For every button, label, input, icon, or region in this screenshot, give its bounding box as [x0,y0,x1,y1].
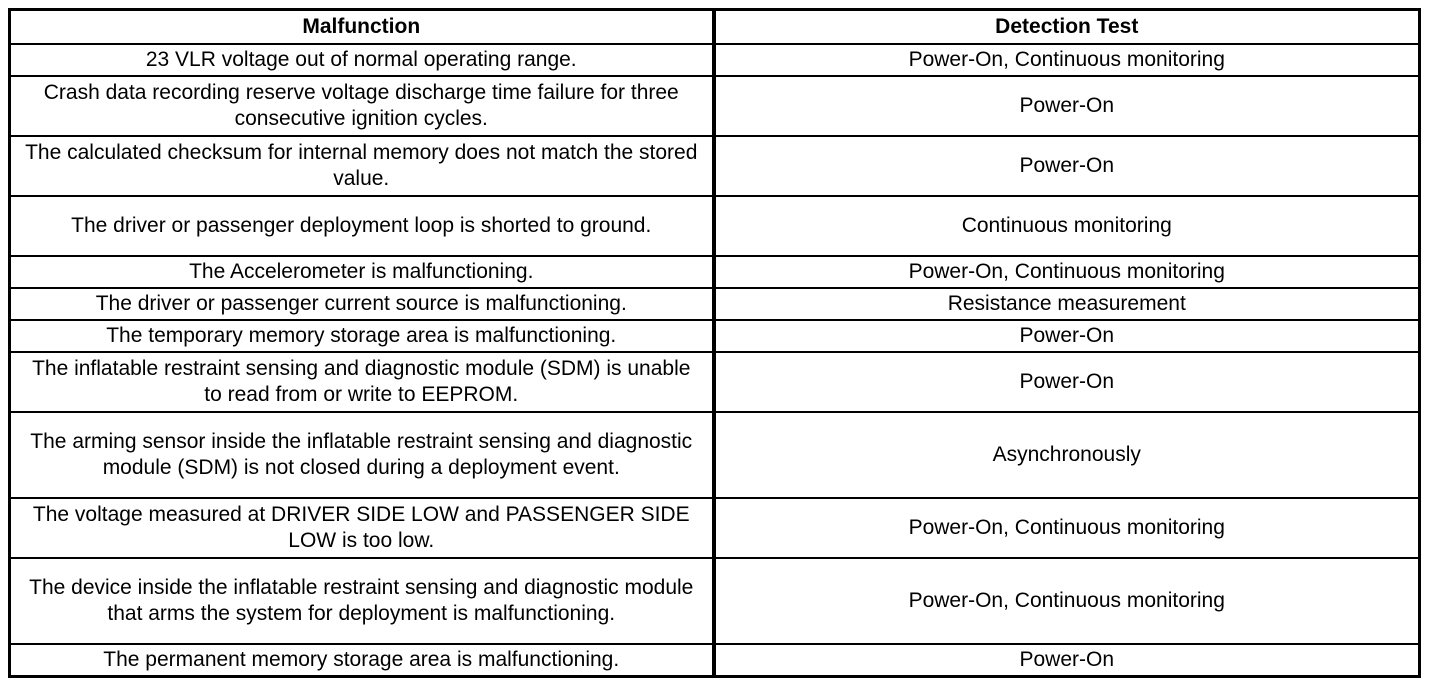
malfunction-detection-table [8,8,1421,678]
malfunction-cell: 23 VLR voltage out of normal operating range. [10,44,714,76]
table-row [10,498,1420,558]
table-row [10,76,1420,136]
table-row [10,644,1420,677]
table-row [10,412,1420,498]
column-header-detection-test: Detection Test [714,10,1420,45]
table-row [10,320,1420,352]
table-row [10,558,1420,644]
table-row [10,196,1420,256]
malfunction-cell: Crash data recording reserve voltage discharge time failure for three consecutive ignition cycles. [10,76,714,136]
header-row [10,10,1420,45]
detection-test-cell: Power-On, Continuous monitoring [714,498,1420,558]
malfunction-cell: The driver or passenger current source is malfunctioning. [10,288,714,320]
table-row [10,136,1420,196]
table-row [10,44,1420,76]
table-row [10,288,1420,320]
malfunction-cell: The arming sensor inside the inflatable restraint sensing and diagnostic module (SDM) is not closed during a deployment event. [10,412,714,498]
malfunction-cell: The inflatable restraint sensing and diagnostic module (SDM) is unable to read from or write to EEPROM. [10,352,714,412]
detection-test-cell: Asynchronously [714,412,1420,498]
malfunction-cell: The device inside the inflatable restraint sensing and diagnostic module that arms the system for deployment is malfunctioning. [10,558,714,644]
detection-test-cell: Resistance measurement [714,288,1420,320]
malfunction-cell: The Accelerometer is malfunctioning. [10,256,714,288]
table-row [10,256,1420,288]
malfunction-cell: The voltage measured at DRIVER SIDE LOW and PASSENGER SIDE LOW is too low. [10,498,714,558]
malfunction-cell: The permanent memory storage area is malfunctioning. [10,644,714,677]
detection-test-cell: Power-On [714,320,1420,352]
malfunction-cell: The driver or passenger deployment loop is shorted to ground. [10,196,714,256]
detection-test-cell: Power-On [714,136,1420,196]
detection-test-cell: Power-On [714,76,1420,136]
detection-test-cell: Power-On [714,644,1420,677]
malfunction-cell: The temporary memory storage area is malfunctioning. [10,320,714,352]
detection-test-cell: Power-On, Continuous monitoring [714,558,1420,644]
detection-test-cell: Continuous monitoring [714,196,1420,256]
table-row [10,352,1420,412]
detection-test-cell: Power-On [714,352,1420,412]
malfunction-cell: The calculated checksum for internal memory does not match the stored value. [10,136,714,196]
column-header-malfunction: Malfunction [10,10,714,45]
detection-test-cell: Power-On, Continuous monitoring [714,44,1420,76]
detection-test-cell: Power-On, Continuous monitoring [714,256,1420,288]
